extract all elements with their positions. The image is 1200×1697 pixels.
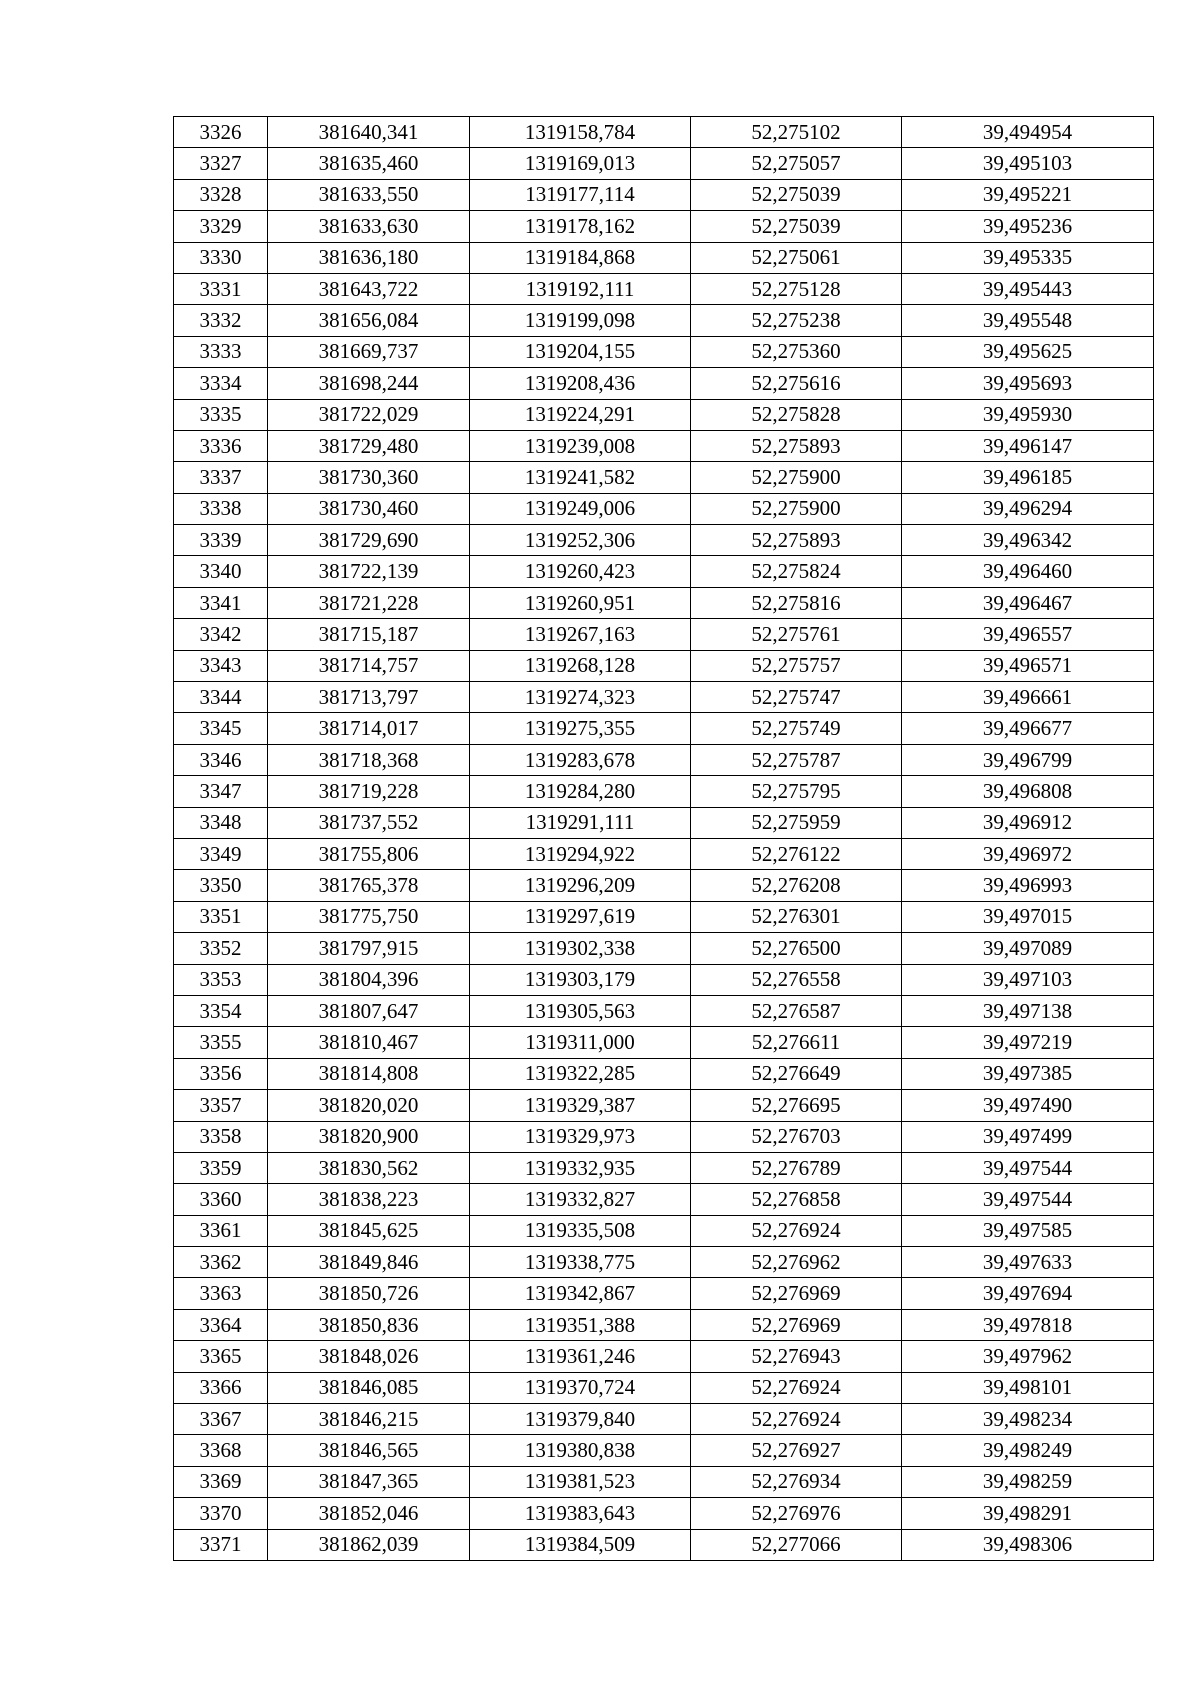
longitude-cell: 39,497385: [902, 1058, 1154, 1089]
table-row: [174, 117, 1154, 148]
x-coordinate-cell: 381810,467: [268, 1027, 470, 1058]
x-coordinate-cell: 381640,341: [268, 117, 470, 148]
point-number-cell: 3363: [174, 1278, 268, 1309]
longitude-cell: 39,497499: [902, 1121, 1154, 1152]
longitude-cell: 39,495930: [902, 399, 1154, 430]
y-coordinate-cell: 1319249,006: [470, 493, 691, 524]
point-number-cell: 3346: [174, 744, 268, 775]
longitude-cell: 39,498306: [902, 1529, 1154, 1560]
x-coordinate-cell: 381775,750: [268, 901, 470, 932]
table-row: [174, 1247, 1154, 1278]
y-coordinate-cell: 1319322,285: [470, 1058, 691, 1089]
x-coordinate-cell: 381669,737: [268, 336, 470, 367]
longitude-cell: 39,497103: [902, 964, 1154, 995]
latitude-cell: 52,275828: [691, 399, 902, 430]
y-coordinate-cell: 1319379,840: [470, 1404, 691, 1435]
y-coordinate-cell: 1319169,013: [470, 148, 691, 179]
x-coordinate-cell: 381849,846: [268, 1247, 470, 1278]
longitude-cell: 39,498291: [902, 1498, 1154, 1529]
longitude-cell: 39,497015: [902, 901, 1154, 932]
y-coordinate-cell: 1319294,922: [470, 838, 691, 869]
point-number-cell: 3364: [174, 1309, 268, 1340]
latitude-cell: 52,275893: [691, 525, 902, 556]
longitude-cell: 39,495221: [902, 179, 1154, 210]
y-coordinate-cell: 1319311,000: [470, 1027, 691, 1058]
latitude-cell: 52,276611: [691, 1027, 902, 1058]
latitude-cell: 52,275616: [691, 368, 902, 399]
table-row: [174, 1435, 1154, 1466]
table-row: [174, 242, 1154, 273]
y-coordinate-cell: 1319303,179: [470, 964, 691, 995]
table-row: [174, 211, 1154, 242]
table-row: [174, 1090, 1154, 1121]
latitude-cell: 52,276976: [691, 1498, 902, 1529]
longitude-cell: 39,495443: [902, 273, 1154, 304]
longitude-cell: 39,497962: [902, 1341, 1154, 1372]
x-coordinate-cell: 381713,797: [268, 682, 470, 713]
x-coordinate-cell: 381656,084: [268, 305, 470, 336]
y-coordinate-cell: 1319177,114: [470, 179, 691, 210]
x-coordinate-cell: 381714,017: [268, 713, 470, 744]
y-coordinate-cell: 1319184,868: [470, 242, 691, 273]
latitude-cell: 52,276122: [691, 838, 902, 869]
x-coordinate-cell: 381804,396: [268, 964, 470, 995]
x-coordinate-cell: 381814,808: [268, 1058, 470, 1089]
x-coordinate-cell: 381719,228: [268, 776, 470, 807]
y-coordinate-cell: 1319158,784: [470, 117, 691, 148]
table-row: [174, 1341, 1154, 1372]
y-coordinate-cell: 1319329,387: [470, 1090, 691, 1121]
y-coordinate-cell: 1319332,827: [470, 1184, 691, 1215]
y-coordinate-cell: 1319224,291: [470, 399, 691, 430]
longitude-cell: 39,497490: [902, 1090, 1154, 1121]
x-coordinate-cell: 381847,365: [268, 1466, 470, 1497]
point-number-cell: 3356: [174, 1058, 268, 1089]
latitude-cell: 52,276962: [691, 1247, 902, 1278]
y-coordinate-cell: 1319351,388: [470, 1309, 691, 1340]
coordinates-table-body: [174, 117, 1154, 1561]
latitude-cell: 52,276301: [691, 901, 902, 932]
point-number-cell: 3339: [174, 525, 268, 556]
y-coordinate-cell: 1319291,111: [470, 807, 691, 838]
y-coordinate-cell: 1319260,423: [470, 556, 691, 587]
point-number-cell: 3331: [174, 273, 268, 304]
y-coordinate-cell: 1319302,338: [470, 933, 691, 964]
point-number-cell: 3353: [174, 964, 268, 995]
point-number-cell: 3361: [174, 1215, 268, 1246]
longitude-cell: 39,497089: [902, 933, 1154, 964]
point-number-cell: 3357: [174, 1090, 268, 1121]
longitude-cell: 39,496799: [902, 744, 1154, 775]
point-number-cell: 3332: [174, 305, 268, 336]
longitude-cell: 39,496677: [902, 713, 1154, 744]
table-row: [174, 682, 1154, 713]
longitude-cell: 39,498234: [902, 1404, 1154, 1435]
y-coordinate-cell: 1319274,323: [470, 682, 691, 713]
table-row: [174, 1372, 1154, 1403]
point-number-cell: 3365: [174, 1341, 268, 1372]
y-coordinate-cell: 1319338,775: [470, 1247, 691, 1278]
latitude-cell: 52,275787: [691, 744, 902, 775]
longitude-cell: 39,495548: [902, 305, 1154, 336]
latitude-cell: 52,275761: [691, 619, 902, 650]
point-number-cell: 3367: [174, 1404, 268, 1435]
longitude-cell: 39,495335: [902, 242, 1154, 273]
y-coordinate-cell: 1319199,098: [470, 305, 691, 336]
table-row: [174, 525, 1154, 556]
x-coordinate-cell: 381698,244: [268, 368, 470, 399]
table-row: [174, 1184, 1154, 1215]
latitude-cell: 52,275039: [691, 179, 902, 210]
longitude-cell: 39,497138: [902, 995, 1154, 1026]
table-row: [174, 1152, 1154, 1183]
y-coordinate-cell: 1319252,306: [470, 525, 691, 556]
y-coordinate-cell: 1319297,619: [470, 901, 691, 932]
y-coordinate-cell: 1319283,678: [470, 744, 691, 775]
point-number-cell: 3350: [174, 870, 268, 901]
point-number-cell: 3352: [174, 933, 268, 964]
latitude-cell: 52,276924: [691, 1372, 902, 1403]
latitude-cell: 52,276924: [691, 1215, 902, 1246]
x-coordinate-cell: 381846,215: [268, 1404, 470, 1435]
table-row: [174, 430, 1154, 461]
latitude-cell: 52,277066: [691, 1529, 902, 1560]
table-row: [174, 399, 1154, 430]
x-coordinate-cell: 381737,552: [268, 807, 470, 838]
table-row: [174, 901, 1154, 932]
y-coordinate-cell: 1319383,643: [470, 1498, 691, 1529]
y-coordinate-cell: 1319361,246: [470, 1341, 691, 1372]
x-coordinate-cell: 381722,029: [268, 399, 470, 430]
latitude-cell: 52,275102: [691, 117, 902, 148]
table-row: [174, 619, 1154, 650]
table-row: [174, 995, 1154, 1026]
point-number-cell: 3360: [174, 1184, 268, 1215]
table-row: [174, 587, 1154, 618]
y-coordinate-cell: 1319329,973: [470, 1121, 691, 1152]
x-coordinate-cell: 381633,630: [268, 211, 470, 242]
latitude-cell: 52,275959: [691, 807, 902, 838]
x-coordinate-cell: 381636,180: [268, 242, 470, 273]
point-number-cell: 3369: [174, 1466, 268, 1497]
latitude-cell: 52,276208: [691, 870, 902, 901]
y-coordinate-cell: 1319384,509: [470, 1529, 691, 1560]
y-coordinate-cell: 1319296,209: [470, 870, 691, 901]
y-coordinate-cell: 1319239,008: [470, 430, 691, 461]
latitude-cell: 52,275238: [691, 305, 902, 336]
point-number-cell: 3330: [174, 242, 268, 273]
point-number-cell: 3328: [174, 179, 268, 210]
x-coordinate-cell: 381852,046: [268, 1498, 470, 1529]
x-coordinate-cell: 381846,085: [268, 1372, 470, 1403]
table-row: [174, 964, 1154, 995]
longitude-cell: 39,496294: [902, 493, 1154, 524]
longitude-cell: 39,496185: [902, 462, 1154, 493]
latitude-cell: 52,276969: [691, 1309, 902, 1340]
point-number-cell: 3371: [174, 1529, 268, 1560]
latitude-cell: 52,275128: [691, 273, 902, 304]
point-number-cell: 3351: [174, 901, 268, 932]
latitude-cell: 52,276649: [691, 1058, 902, 1089]
point-number-cell: 3333: [174, 336, 268, 367]
point-number-cell: 3344: [174, 682, 268, 713]
point-number-cell: 3359: [174, 1152, 268, 1183]
point-number-cell: 3341: [174, 587, 268, 618]
longitude-cell: 39,497544: [902, 1152, 1154, 1183]
latitude-cell: 52,275795: [691, 776, 902, 807]
point-number-cell: 3334: [174, 368, 268, 399]
x-coordinate-cell: 381721,228: [268, 587, 470, 618]
x-coordinate-cell: 381715,187: [268, 619, 470, 650]
point-number-cell: 3370: [174, 1498, 268, 1529]
point-number-cell: 3338: [174, 493, 268, 524]
table-row: [174, 1466, 1154, 1497]
x-coordinate-cell: 381848,026: [268, 1341, 470, 1372]
point-number-cell: 3368: [174, 1435, 268, 1466]
point-number-cell: 3340: [174, 556, 268, 587]
table-row: [174, 650, 1154, 681]
table-row: [174, 838, 1154, 869]
table-row: [174, 776, 1154, 807]
longitude-cell: 39,496147: [902, 430, 1154, 461]
x-coordinate-cell: 381845,625: [268, 1215, 470, 1246]
latitude-cell: 52,276943: [691, 1341, 902, 1372]
x-coordinate-cell: 381722,139: [268, 556, 470, 587]
table-row: [174, 1121, 1154, 1152]
latitude-cell: 52,275360: [691, 336, 902, 367]
table-row: [174, 933, 1154, 964]
x-coordinate-cell: 381850,836: [268, 1309, 470, 1340]
point-number-cell: 3347: [174, 776, 268, 807]
longitude-cell: 39,496557: [902, 619, 1154, 650]
longitude-cell: 39,498259: [902, 1466, 1154, 1497]
x-coordinate-cell: 381765,378: [268, 870, 470, 901]
table-row: [174, 1498, 1154, 1529]
latitude-cell: 52,275747: [691, 682, 902, 713]
longitude-cell: 39,497633: [902, 1247, 1154, 1278]
latitude-cell: 52,275757: [691, 650, 902, 681]
x-coordinate-cell: 381807,647: [268, 995, 470, 1026]
longitude-cell: 39,497694: [902, 1278, 1154, 1309]
y-coordinate-cell: 1319275,355: [470, 713, 691, 744]
table-row: [174, 556, 1154, 587]
y-coordinate-cell: 1319241,582: [470, 462, 691, 493]
latitude-cell: 52,275900: [691, 493, 902, 524]
x-coordinate-cell: 381643,722: [268, 273, 470, 304]
longitude-cell: 39,496808: [902, 776, 1154, 807]
point-number-cell: 3342: [174, 619, 268, 650]
x-coordinate-cell: 381718,368: [268, 744, 470, 775]
latitude-cell: 52,276934: [691, 1466, 902, 1497]
point-number-cell: 3362: [174, 1247, 268, 1278]
point-number-cell: 3335: [174, 399, 268, 430]
x-coordinate-cell: 381633,550: [268, 179, 470, 210]
latitude-cell: 52,276858: [691, 1184, 902, 1215]
x-coordinate-cell: 381635,460: [268, 148, 470, 179]
longitude-cell: 39,495236: [902, 211, 1154, 242]
table-row: [174, 462, 1154, 493]
table-row: [174, 807, 1154, 838]
longitude-cell: 39,498249: [902, 1435, 1154, 1466]
latitude-cell: 52,275749: [691, 713, 902, 744]
point-number-cell: 3349: [174, 838, 268, 869]
point-number-cell: 3355: [174, 1027, 268, 1058]
x-coordinate-cell: 381730,360: [268, 462, 470, 493]
longitude-cell: 39,497585: [902, 1215, 1154, 1246]
x-coordinate-cell: 381729,690: [268, 525, 470, 556]
y-coordinate-cell: 1319284,280: [470, 776, 691, 807]
y-coordinate-cell: 1319305,563: [470, 995, 691, 1026]
table-row: [174, 336, 1154, 367]
x-coordinate-cell: 381714,757: [268, 650, 470, 681]
table-row: [174, 1027, 1154, 1058]
latitude-cell: 52,276695: [691, 1090, 902, 1121]
point-number-cell: 3343: [174, 650, 268, 681]
point-number-cell: 3348: [174, 807, 268, 838]
table-row: [174, 179, 1154, 210]
x-coordinate-cell: 381838,223: [268, 1184, 470, 1215]
longitude-cell: 39,496993: [902, 870, 1154, 901]
latitude-cell: 52,275816: [691, 587, 902, 618]
longitude-cell: 39,496661: [902, 682, 1154, 713]
y-coordinate-cell: 1319267,163: [470, 619, 691, 650]
x-coordinate-cell: 381820,020: [268, 1090, 470, 1121]
table-row: [174, 713, 1154, 744]
latitude-cell: 52,276927: [691, 1435, 902, 1466]
y-coordinate-cell: 1319192,111: [470, 273, 691, 304]
longitude-cell: 39,497818: [902, 1309, 1154, 1340]
x-coordinate-cell: 381850,726: [268, 1278, 470, 1309]
latitude-cell: 52,276558: [691, 964, 902, 995]
y-coordinate-cell: 1319332,935: [470, 1152, 691, 1183]
longitude-cell: 39,497219: [902, 1027, 1154, 1058]
longitude-cell: 39,495625: [902, 336, 1154, 367]
table-row: [174, 1058, 1154, 1089]
y-coordinate-cell: 1319204,155: [470, 336, 691, 367]
latitude-cell: 52,276500: [691, 933, 902, 964]
x-coordinate-cell: 381755,806: [268, 838, 470, 869]
x-coordinate-cell: 381862,039: [268, 1529, 470, 1560]
table-row: [174, 870, 1154, 901]
table-row: [174, 1529, 1154, 1560]
table-row: [174, 148, 1154, 179]
y-coordinate-cell: 1319260,951: [470, 587, 691, 618]
latitude-cell: 52,276587: [691, 995, 902, 1026]
x-coordinate-cell: 381846,565: [268, 1435, 470, 1466]
table-row: [174, 1404, 1154, 1435]
point-number-cell: 3337: [174, 462, 268, 493]
table-row: [174, 1278, 1154, 1309]
table-row: [174, 744, 1154, 775]
latitude-cell: 52,275893: [691, 430, 902, 461]
point-number-cell: 3354: [174, 995, 268, 1026]
latitude-cell: 52,275057: [691, 148, 902, 179]
table-row: [174, 1215, 1154, 1246]
longitude-cell: 39,497544: [902, 1184, 1154, 1215]
longitude-cell: 39,496571: [902, 650, 1154, 681]
y-coordinate-cell: 1319381,523: [470, 1466, 691, 1497]
x-coordinate-cell: 381729,480: [268, 430, 470, 461]
point-number-cell: 3327: [174, 148, 268, 179]
latitude-cell: 52,276924: [691, 1404, 902, 1435]
table-row: [174, 368, 1154, 399]
point-number-cell: 3366: [174, 1372, 268, 1403]
latitude-cell: 52,276969: [691, 1278, 902, 1309]
point-number-cell: 3358: [174, 1121, 268, 1152]
longitude-cell: 39,496972: [902, 838, 1154, 869]
latitude-cell: 52,275824: [691, 556, 902, 587]
point-number-cell: 3329: [174, 211, 268, 242]
y-coordinate-cell: 1319335,508: [470, 1215, 691, 1246]
longitude-cell: 39,496467: [902, 587, 1154, 618]
latitude-cell: 52,276789: [691, 1152, 902, 1183]
longitude-cell: 39,496460: [902, 556, 1154, 587]
table-row: [174, 273, 1154, 304]
longitude-cell: 39,498101: [902, 1372, 1154, 1403]
point-number-cell: 3336: [174, 430, 268, 461]
x-coordinate-cell: 381730,460: [268, 493, 470, 524]
y-coordinate-cell: 1319380,838: [470, 1435, 691, 1466]
coordinates-table: [173, 116, 1154, 1561]
y-coordinate-cell: 1319342,867: [470, 1278, 691, 1309]
y-coordinate-cell: 1319178,162: [470, 211, 691, 242]
y-coordinate-cell: 1319268,128: [470, 650, 691, 681]
longitude-cell: 39,495103: [902, 148, 1154, 179]
table-row: [174, 1309, 1154, 1340]
longitude-cell: 39,496912: [902, 807, 1154, 838]
x-coordinate-cell: 381830,562: [268, 1152, 470, 1183]
x-coordinate-cell: 381797,915: [268, 933, 470, 964]
point-number-cell: 3345: [174, 713, 268, 744]
latitude-cell: 52,276703: [691, 1121, 902, 1152]
x-coordinate-cell: 381820,900: [268, 1121, 470, 1152]
y-coordinate-cell: 1319370,724: [470, 1372, 691, 1403]
point-number-cell: 3326: [174, 117, 268, 148]
longitude-cell: 39,496342: [902, 525, 1154, 556]
table-row: [174, 493, 1154, 524]
y-coordinate-cell: 1319208,436: [470, 368, 691, 399]
latitude-cell: 52,275900: [691, 462, 902, 493]
table-row: [174, 305, 1154, 336]
latitude-cell: 52,275039: [691, 211, 902, 242]
longitude-cell: 39,494954: [902, 117, 1154, 148]
latitude-cell: 52,275061: [691, 242, 902, 273]
longitude-cell: 39,495693: [902, 368, 1154, 399]
